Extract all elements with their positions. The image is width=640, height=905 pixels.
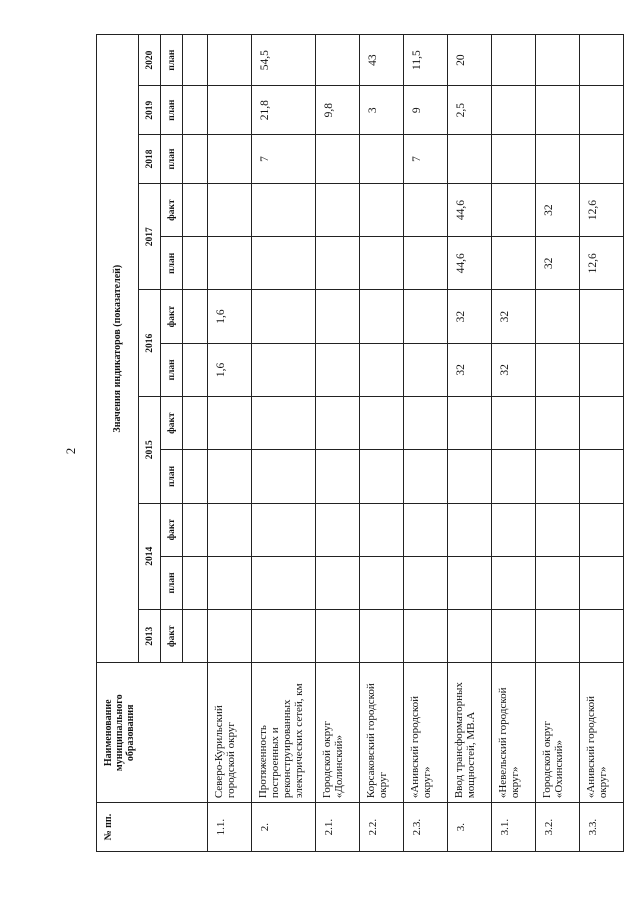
table-row <box>252 35 316 852</box>
value-cell-f2014 <box>208 503 252 556</box>
value-cell-f2015 <box>536 397 580 450</box>
year-header-2015: 2015 <box>139 397 161 504</box>
value-cell-p2015 <box>492 450 536 503</box>
value-cell-p2019: 9 <box>404 86 448 135</box>
year-header-2019: 2019 <box>139 86 161 135</box>
value-cell-f2013 <box>316 610 360 663</box>
row-number: 1.1. <box>208 803 252 852</box>
row-number: 2.3. <box>404 803 448 852</box>
value-cell-p2017 <box>316 237 360 290</box>
indicators-table <box>96 34 624 852</box>
header-num: № пп. <box>97 803 208 852</box>
value-cell-p2020: 20 <box>448 35 492 86</box>
value-cell-f2013 <box>252 610 316 663</box>
value-cell-f2014 <box>316 503 360 556</box>
year-header-2017: 2017 <box>139 183 161 290</box>
value-cell-p2015 <box>360 450 404 503</box>
value-cell-p2017: 32 <box>536 237 580 290</box>
year-header-2020: 2020 <box>139 35 161 86</box>
value-cell-f2017 <box>252 183 316 236</box>
value-cell-p2018 <box>316 135 360 184</box>
value-cell-p2017 <box>252 237 316 290</box>
value-cell-f2014 <box>536 503 580 556</box>
value-cell-p2014 <box>536 556 580 609</box>
col-plan-2016: план <box>161 343 183 396</box>
col-plan-2015: план <box>161 450 183 503</box>
year-header-2014: 2014 <box>139 503 161 610</box>
col-plan-2014: план <box>161 556 183 609</box>
value-cell-f2013 <box>404 610 448 663</box>
value-cell-f2017 <box>316 183 360 236</box>
municipality-name: Городской округ «Долинский» <box>316 663 360 803</box>
value-cell-p2016 <box>404 343 448 396</box>
value-cell-f2015 <box>492 397 536 450</box>
municipality-name: Протяженность построенных и реконструированных электрических сетей, км <box>252 663 316 803</box>
page-number: 2 <box>63 447 78 455</box>
col-fact-2013: факт <box>161 610 183 663</box>
value-cell-f2017 <box>492 183 536 236</box>
table-row <box>360 35 404 852</box>
value-cell-f2016: 1,6 <box>208 290 252 343</box>
table-row <box>580 35 624 852</box>
value-cell-f2015 <box>404 397 448 450</box>
value-cell-p2019: 2,5 <box>448 86 492 135</box>
value-cell-p2016 <box>580 343 624 396</box>
value-cell-f2015 <box>208 397 252 450</box>
municipality-name: «Анивский городской округ» <box>404 663 448 803</box>
value-cell-f2013 <box>536 610 580 663</box>
value-cell-p2016: 32 <box>492 343 536 396</box>
row-number: 3.2. <box>536 803 580 852</box>
value-cell-p2017: 12,6 <box>580 237 624 290</box>
value-cell-p2020 <box>208 35 252 86</box>
value-cell-p2018: 7 <box>252 135 316 184</box>
value-cell-f2016 <box>316 290 360 343</box>
value-cell-p2019: 9,8 <box>316 86 360 135</box>
col-fact-2017: факт <box>161 183 183 236</box>
value-cell-f2014 <box>580 503 624 556</box>
table-row <box>448 35 492 852</box>
value-cell-p2019 <box>580 86 624 135</box>
value-cell-p2015 <box>404 450 448 503</box>
value-cell-f2013 <box>360 610 404 663</box>
year-header-2018: 2018 <box>139 135 161 184</box>
year-header-2016: 2016 <box>139 290 161 397</box>
col-plan-2017: план <box>161 237 183 290</box>
value-cell-p2016 <box>252 343 316 396</box>
value-cell-p2019 <box>208 86 252 135</box>
value-cell-f2015 <box>316 397 360 450</box>
col-fact-2016: факт <box>161 290 183 343</box>
value-cell-f2016 <box>580 290 624 343</box>
row-number: 3. <box>448 803 492 852</box>
value-cell-p2017 <box>208 237 252 290</box>
value-cell-p2017 <box>404 237 448 290</box>
value-cell-p2020 <box>316 35 360 86</box>
value-cell-p2018 <box>536 135 580 184</box>
value-cell-f2017: 12,6 <box>580 183 624 236</box>
value-cell-p2020: 54,5 <box>252 35 316 86</box>
table-row <box>404 35 448 852</box>
value-cell-p2018 <box>580 135 624 184</box>
value-cell-f2013 <box>448 610 492 663</box>
table-row <box>536 35 580 852</box>
value-cell-f2014 <box>252 503 316 556</box>
value-cell-f2016 <box>536 290 580 343</box>
value-cell-p2014 <box>404 556 448 609</box>
value-cell-f2016 <box>252 290 316 343</box>
value-cell-f2014 <box>492 503 536 556</box>
municipality-name: Ввод трансформаторных мощностей, МВ.А <box>448 663 492 803</box>
value-cell-p2014 <box>252 556 316 609</box>
municipality-name: «Невельский городской округ» <box>492 663 536 803</box>
value-cell-p2018 <box>492 135 536 184</box>
col-fact-2014: факт <box>161 503 183 556</box>
value-cell-p2017: 44,6 <box>448 237 492 290</box>
value-cell-f2015 <box>448 397 492 450</box>
row-number: 2.2. <box>360 803 404 852</box>
value-cell-p2015 <box>316 450 360 503</box>
value-cell-p2014 <box>448 556 492 609</box>
value-cell-p2019 <box>492 86 536 135</box>
table-row <box>208 35 252 852</box>
col-plan-2020: план <box>161 35 183 86</box>
value-cell-p2016: 32 <box>448 343 492 396</box>
value-cell-f2017 <box>404 183 448 236</box>
row-number: 2.1. <box>316 803 360 852</box>
value-cell-p2020: 11,5 <box>404 35 448 86</box>
value-cell-f2016: 32 <box>492 290 536 343</box>
row-number: 3.1. <box>492 803 536 852</box>
value-cell-f2016 <box>360 290 404 343</box>
value-cell-p2020 <box>536 35 580 86</box>
value-cell-f2016 <box>404 290 448 343</box>
value-cell-p2019 <box>536 86 580 135</box>
value-cell-p2015 <box>580 450 624 503</box>
value-cell-p2017 <box>360 237 404 290</box>
value-cell-p2018 <box>208 135 252 184</box>
header-values: Значения индикаторов (показателей) <box>97 35 139 663</box>
value-cell-f2017 <box>360 183 404 236</box>
value-cell-f2013 <box>580 610 624 663</box>
value-cell-p2019: 3 <box>360 86 404 135</box>
value-cell-p2014 <box>492 556 536 609</box>
value-cell-p2020 <box>580 35 624 86</box>
table-container <box>96 34 609 852</box>
value-cell-p2016 <box>360 343 404 396</box>
value-cell-p2017 <box>492 237 536 290</box>
value-cell-f2014 <box>404 503 448 556</box>
value-cell-p2019: 21,8 <box>252 86 316 135</box>
col-fact-2015: факт <box>161 397 183 450</box>
table-row <box>316 35 360 852</box>
value-cell-f2017: 32 <box>536 183 580 236</box>
value-cell-p2018: 7 <box>404 135 448 184</box>
col-plan-2019: план <box>161 86 183 135</box>
value-cell-p2014 <box>580 556 624 609</box>
value-cell-f2017 <box>208 183 252 236</box>
col-plan-2018: план <box>161 135 183 184</box>
value-cell-f2015 <box>360 397 404 450</box>
value-cell-p2015 <box>208 450 252 503</box>
value-cell-p2014 <box>208 556 252 609</box>
header-name: Наименование муниципального образования <box>97 663 208 803</box>
value-cell-p2020: 43 <box>360 35 404 86</box>
row-number: 3.3. <box>580 803 624 852</box>
municipality-name: Городской округ «Охинский» <box>536 663 580 803</box>
value-cell-f2016: 32 <box>448 290 492 343</box>
value-cell-p2015 <box>252 450 316 503</box>
value-cell-f2014 <box>360 503 404 556</box>
value-cell-p2016: 1,6 <box>208 343 252 396</box>
value-cell-p2020 <box>492 35 536 86</box>
value-cell-p2015 <box>536 450 580 503</box>
value-cell-p2016 <box>316 343 360 396</box>
value-cell-p2014 <box>360 556 404 609</box>
value-cell-f2013 <box>208 610 252 663</box>
value-cell-p2015 <box>448 450 492 503</box>
table-row <box>492 35 536 852</box>
value-cell-p2016 <box>536 343 580 396</box>
value-cell-p2014 <box>316 556 360 609</box>
rotated-table-wrapper <box>96 34 609 852</box>
municipality-name: Северо-Курильский городской округ <box>208 663 252 803</box>
year-header-2013: 2013 <box>139 610 161 663</box>
value-cell-f2015 <box>580 397 624 450</box>
value-cell-f2017: 44,6 <box>448 183 492 236</box>
value-cell-f2014 <box>448 503 492 556</box>
value-cell-p2018 <box>360 135 404 184</box>
value-cell-f2013 <box>492 610 536 663</box>
value-cell-p2018 <box>448 135 492 184</box>
municipality-name: «Анивский городской округ» <box>580 663 624 803</box>
value-cell-f2015 <box>252 397 316 450</box>
municipality-name: Корсаковский городской округ <box>360 663 404 803</box>
row-number: 2. <box>252 803 316 852</box>
